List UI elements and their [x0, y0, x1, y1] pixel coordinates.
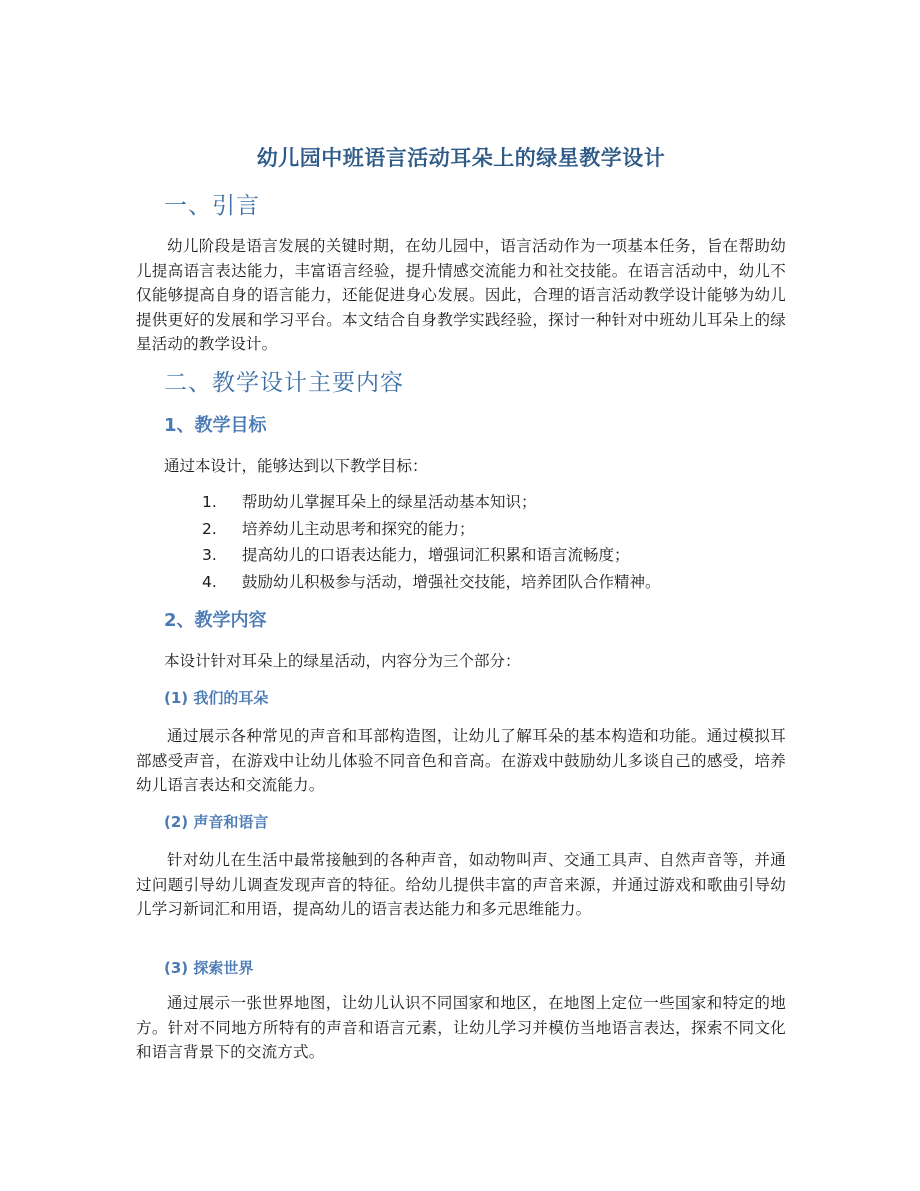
subheading-teaching-goals: 1、教学目标: [164, 415, 267, 436]
list-text: 提高幼儿的口语表达能力，增强词汇积累和语言流畅度；: [242, 546, 630, 564]
subheading-teaching-content: 2、教学内容: [164, 610, 267, 631]
part-paragraph-explore-world: 通过展示一张世界地图，让幼儿认识不同国家和地区，在地图上定位一些国家和特定的地方。针对不同地方所特有的声音和语言元素，让幼儿学习并模仿当地语言表达，探索不同文化和语言背景下的交流方式。: [136, 994, 786, 1062]
content-intro: 本设计针对耳朵上的绿星活动，内容分为三个部分：: [164, 652, 521, 670]
goals-list: [202, 489, 661, 595]
section-heading-main-content: 二、教学设计主要内容: [164, 370, 404, 396]
list-item: [202, 569, 661, 596]
goals-intro: 通过本设计，能够达到以下教学目标：: [164, 457, 428, 475]
section-heading-introduction: 一、引言: [164, 193, 260, 219]
part-paragraph-our-ears: 通过展示各种常见的声音和耳部构造图，让幼儿了解耳朵的基本构造和功能。通过模拟耳部感受声音，在游戏中让幼儿体验不同音色和音高。在游戏中鼓励幼儿多谈自己的感受，培养幼儿语言表达和交流能力。: [136, 727, 786, 795]
list-item: [202, 516, 661, 543]
list-number: 2.: [202, 519, 217, 538]
list-number: 1.: [202, 493, 217, 511]
list-text: 帮助幼儿掌握耳朵上的绿星活动基本知识；: [242, 493, 537, 511]
list-text: 鼓励幼儿积极参与活动，增强社交技能，培养团队合作精神。: [242, 572, 661, 591]
part-heading-sound-and-language: (2) 声音和语言: [164, 813, 269, 831]
list-text: 培养幼儿主动思考和探究的能力；: [242, 519, 475, 538]
part-paragraph-sound-and-language: 针对幼儿在生活中最常接触到的各种声音，如动物叫声、交通工具声、自然声音等，并通过问题引导幼儿调查发现声音的特征。给幼儿提供丰富的声音来源，并通过游戏和歌曲引导幼儿学习新词汇和用语，提高幼儿的语言表达能力和多元思维能力。: [136, 851, 786, 919]
part-heading-our-ears: (1) 我们的耳朵: [164, 689, 269, 707]
list-number: 4.: [202, 572, 217, 591]
list-item: [202, 489, 661, 516]
list-item: [202, 542, 661, 569]
document-title: 幼儿园中班语言活动耳朵上的绿星教学设计: [256, 146, 666, 170]
introduction-paragraph: 幼儿阶段是语言发展的关键时期，在幼儿园中，语言活动作为一项基本任务，旨在帮助幼儿提高语言表达能力，丰富语言经验，提升情感交流能力和社交技能。在语言活动中，幼儿不仅能够提高自身的语言能力，还能促进身心发展。因此，合理的语言活动教学设计能够为幼儿提供更好的发展和学习平台。本文结合自身教学实践经验，探讨一种针对中班幼儿耳朵上的绿星活动的教学设计。: [136, 237, 786, 354]
list-number: 3.: [202, 546, 217, 564]
part-heading-explore-world: (3) 探索世界: [164, 959, 254, 977]
